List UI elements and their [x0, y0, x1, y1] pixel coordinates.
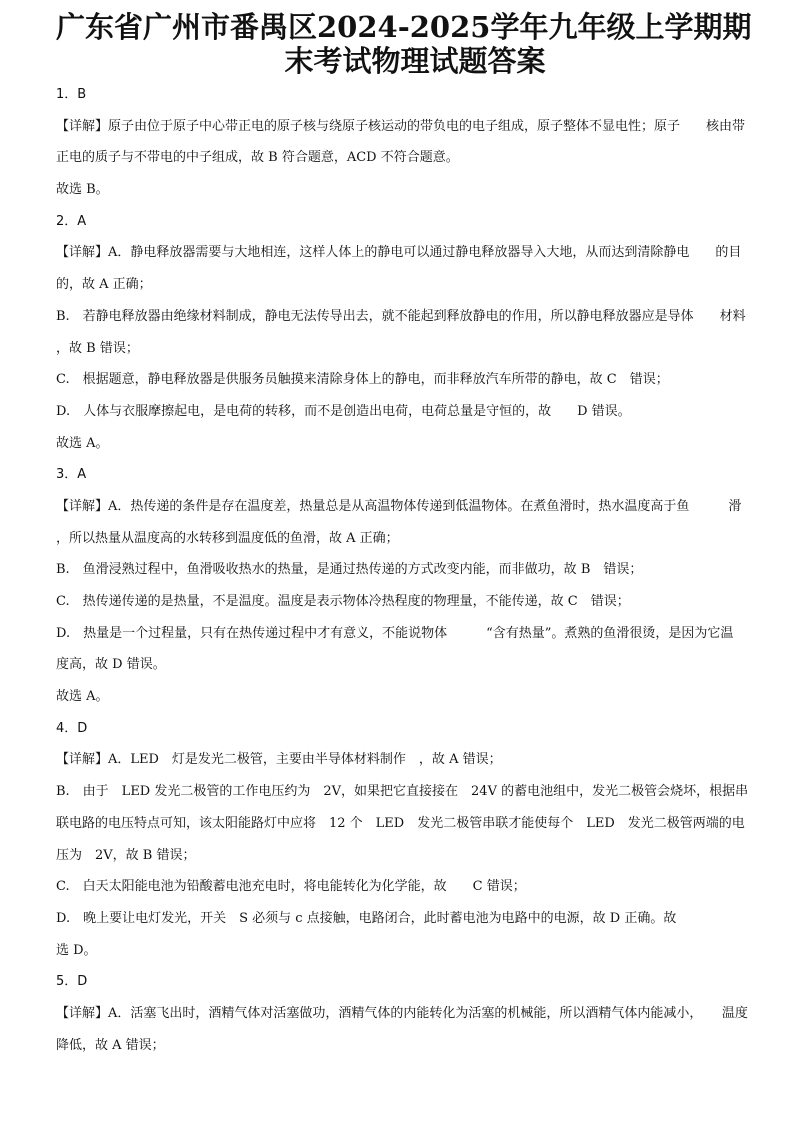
text-line: 故选 B。	[56, 182, 109, 198]
text-line: 【详解】A．LED 灯是发光二极管，主要由半导体材料制作 ，故 A 错误；	[56, 752, 502, 768]
text-line: 压为 2V，故 B 错误；	[56, 847, 196, 863]
answer-heading: 2．A	[56, 213, 87, 229]
text-line: 联电路的电压特点可知，该太阳能路灯中应将 12 个 LED 发光二极管串联才能使每个 LED 发光二极管两端的电	[56, 815, 745, 831]
text-line: D. 晚上要让电灯发光，开关 S 必须与 c 点接触，电路闭合，此时蓄电池为电路中的电源，故 D 正确。故	[56, 910, 677, 926]
text-line: D. 热量是一个过程量，只有在热传递过程中才有意义，不能说物体 “含有热量”。煮熟的鱼滑很烫，是因为它温	[56, 625, 734, 641]
answer-heading: 4．D	[56, 720, 88, 736]
text-line: B. 鱼滑浸熟过程中，鱼滑吸收热水的热量，是通过热传递的方式改变内能，而非做功，故 B 错误；	[56, 562, 643, 578]
text-line: 的，故 A 正确；	[56, 277, 152, 293]
text-line: 正电的质子与不带电的中子组成，故 B 符合题意，ACD 不符合题意。	[56, 150, 459, 166]
text-line: ，所以热量从温度高的水转移到温度低的鱼滑，故 A 正确；	[56, 530, 399, 546]
answer-content	[56, 79, 756, 1061]
answer-heading: 3．A	[56, 467, 87, 483]
text-line: C. 根据题意，静电释放器是供服务员触摸来清除身体上的静电，而非释放汽车所带的静电，故 C 错误；	[56, 372, 669, 388]
text-line: 【详解】A．静电释放器需要与大地相连，这样人体上的静电可以通过静电释放器导入大地，从而达到清除静电 的目	[56, 245, 742, 261]
text-line: 度高，故 D 错误。	[56, 657, 166, 673]
text-line: 【详解】原子由位于原子中心带正电的原子核与绕原子核运动的带负电的电子组成，原子整体不显电性；原子 核由带	[56, 118, 746, 134]
text-line: D. 人体与衣服摩擦起电，是电荷的转移，而不是创造出电荷，电荷总量是守恒的，故 D 错误。	[56, 403, 631, 419]
text-line: 【详解】A．活塞飞出时，酒精气体对活塞做功，酒精气体的内能转化为活塞的机械能，所以酒精气体内能减小， 温度	[56, 1005, 748, 1021]
text-line: 【详解】A．热传递的条件是存在温度差，热量总是从高温物体传递到低温物体。在煮鱼滑时，热水温度高于鱼 滑	[56, 498, 742, 514]
answer-heading: 5．D	[56, 974, 88, 990]
text-line: ，故 B 错误；	[56, 340, 139, 356]
text-line: B. 若静电释放器由绝缘材料制成，静电无法传导出去，就不能起到释放静电的作用，所以静电释放器应是导体 材料	[56, 308, 746, 324]
text-line: 选 D。	[56, 942, 97, 958]
text-line: C. 白天太阳能电池为铅酸蓄电池充电时，将电能转化为化学能，故 C 错误；	[56, 879, 526, 895]
document-title-line-1: 广东省广州市番禺区2024-2025学年九年级上学期期	[56, 10, 752, 44]
text-line: C. 热传递传递的是热量，不是温度。温度是表示物体冷热程度的物理量，不能传递，故 C 错误；	[56, 594, 630, 609]
text-line: B. 由于 LED 发光二极管的工作电压约为 2V，如果把它直接接在 24V 的蓄电池组中，发光二极管会烧坏，根据串	[56, 784, 749, 800]
document-title-line-2: 末考试物理试题答案	[284, 44, 546, 78]
text-line: 故选 A。	[56, 689, 109, 705]
text-line: 降低，故 A 错误；	[56, 1037, 165, 1053]
answer-heading: 1．B	[56, 87, 87, 102]
text-line: 故选 A。	[56, 435, 109, 451]
